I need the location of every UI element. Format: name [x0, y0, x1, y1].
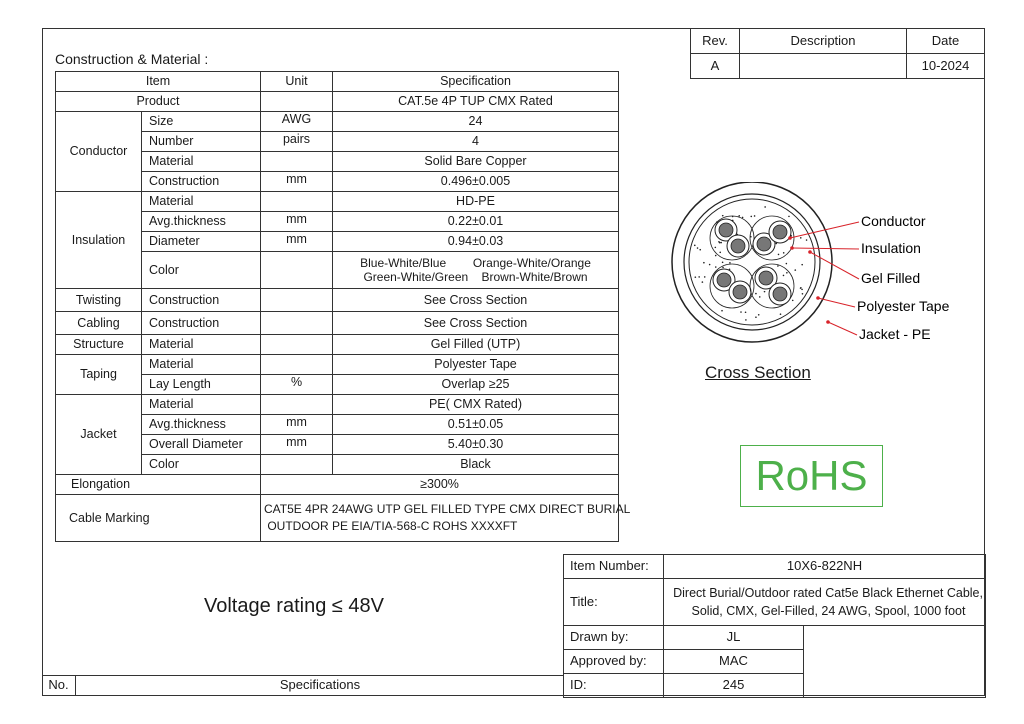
row-item: Overall Diameter: [142, 435, 261, 455]
title-value: [664, 579, 986, 626]
product-value: CAT.5e 4P TUP CMX Rated: [333, 92, 619, 112]
gel-dot: [801, 264, 803, 266]
gel-dot: [755, 293, 757, 295]
row-item: Construction: [142, 312, 261, 335]
row-unit: %: [261, 375, 333, 395]
row-item: Construction: [142, 289, 261, 312]
conductor-callout: Conductor: [861, 213, 926, 229]
gel-dot: [695, 276, 697, 278]
structure-label: Structure: [56, 335, 142, 355]
row-unit: mm: [261, 212, 333, 232]
gel-dot: [794, 269, 796, 271]
gel-dot: [754, 215, 756, 217]
wire-conductor: [717, 273, 731, 287]
row-unit: mm: [261, 232, 333, 252]
date-value: 10-2024: [907, 54, 985, 79]
row-spec: HD-PE: [333, 192, 619, 212]
wire-conductor: [773, 287, 787, 301]
gel-dot: [699, 249, 701, 251]
row-unit: [261, 455, 333, 475]
table-row: [56, 312, 619, 335]
row-unit: mm: [261, 172, 333, 192]
gel-dot: [750, 216, 752, 218]
table-row: [56, 355, 619, 375]
twisting-label: Twisting: [56, 289, 142, 312]
rev-header: Rev.: [691, 29, 740, 54]
row-spec: 0.496±0.005: [333, 172, 619, 192]
cabling-label: Cabling: [56, 312, 142, 335]
gel-dot: [758, 314, 760, 316]
row-unit: [261, 312, 333, 335]
footer-specifications: Specifications: [279, 677, 361, 692]
gel-dot: [703, 262, 705, 264]
table-row: [56, 475, 619, 495]
row-unit: [261, 192, 333, 212]
callout-tip: [788, 236, 792, 240]
elongation-value: ≥300%: [261, 475, 619, 495]
row-spec: 0.94±0.03: [333, 232, 619, 252]
row-spec: 0.22±0.01: [333, 212, 619, 232]
row-spec: Black: [333, 455, 619, 475]
cross-section-title: Cross Section: [705, 363, 811, 382]
row-unit: [261, 289, 333, 312]
gel-dot: [738, 215, 740, 217]
title-line-1: Direct Burial/Outdoor rated Cat5e Black Ethernet Cable,: [673, 586, 983, 600]
gel-dot: [783, 275, 785, 277]
gel-dot: [709, 264, 711, 266]
unit-header: Unit: [261, 72, 333, 92]
row-spec: 5.40±0.30: [333, 435, 619, 455]
insulation-callout: Insulation: [861, 240, 921, 256]
elongation-label: Elongation: [56, 475, 261, 495]
wire-conductor: [773, 225, 787, 239]
row-item: Avg.thickness: [142, 415, 261, 435]
gel-dot: [722, 215, 724, 217]
row-unit: mm: [261, 435, 333, 455]
gel-dot: [702, 281, 704, 283]
row-spec: 0.51±0.05: [333, 415, 619, 435]
jacket-pe-callout: Jacket - PE: [859, 326, 931, 342]
marking-line-1: CAT5E 4PR 24AWG UTP GEL FILLED TYPE CMX DIRECT BURIAL: [264, 502, 631, 516]
product-unit: [261, 92, 333, 112]
table-row: [56, 289, 619, 312]
row-unit: pairs: [261, 132, 333, 152]
wire-conductor: [731, 239, 745, 253]
row-spec: Polyester Tape: [333, 355, 619, 375]
gel-dot: [745, 319, 747, 321]
rohs-logo: RoHS: [740, 445, 883, 507]
color-line-2: Green-White/Green Brown-White/Brown: [363, 270, 588, 284]
table-row: [56, 335, 619, 355]
row-item: Avg.thickness: [142, 212, 261, 232]
construction-title: Construction & Material :: [55, 51, 209, 67]
row-item: Material: [142, 355, 261, 375]
gel-dot: [740, 311, 742, 313]
voltage-rating: Voltage rating ≤ 48V: [204, 595, 384, 617]
taping-label: Taping: [56, 355, 142, 395]
callout-line: [818, 298, 855, 307]
row-unit: mm: [261, 415, 333, 435]
row-spec: Overlap ≥25: [333, 375, 619, 395]
cable-drawing: [672, 182, 832, 342]
wire-conductor: [759, 271, 773, 285]
gel-dot: [694, 245, 696, 247]
gel-dot: [722, 261, 724, 263]
cable-marking-label: Cable Marking: [56, 495, 261, 542]
gel-dot: [777, 265, 779, 267]
row-spec: 24: [333, 112, 619, 132]
cross-section-diagram: [660, 182, 960, 362]
gel-dot: [783, 252, 785, 254]
gel-dot: [745, 311, 747, 313]
gel-dot: [697, 247, 699, 249]
gel-dot: [788, 216, 790, 218]
row-item: Number: [142, 132, 261, 152]
gel-dot: [802, 293, 804, 295]
polyester-tape-callout: Polyester Tape: [857, 298, 950, 314]
row-item: Construction: [142, 172, 261, 192]
gel-dot: [698, 276, 700, 278]
gel-dot: [721, 310, 723, 312]
callout-tip: [790, 246, 794, 250]
approved-by-label: Approved by:: [564, 650, 664, 674]
table-row: [56, 92, 619, 112]
row-unit: [261, 355, 333, 375]
gel-dot: [786, 263, 788, 265]
footer-no: No.: [42, 675, 76, 696]
row-item: Material: [142, 192, 261, 212]
callout-tip: [826, 320, 830, 324]
gel-dot: [722, 267, 724, 269]
row-unit: [261, 395, 333, 415]
gel-dot: [719, 252, 721, 254]
table-row: [56, 495, 619, 542]
gel-dot: [759, 296, 761, 298]
row-unit: AWG: [261, 112, 333, 132]
cable-marking-value: [261, 495, 631, 542]
row-item: Material: [142, 395, 261, 415]
empty-cell: [804, 626, 986, 698]
row-spec: Solid Bare Copper: [333, 152, 619, 172]
gel-dot: [801, 289, 803, 291]
row-unit: [261, 252, 333, 289]
title-line-2: Solid, CMX, Gel-Filled, 24 AWG, Spool, 1000 foot: [691, 604, 966, 618]
drawn-by-value: JL: [664, 626, 804, 650]
row-spec: PE( CMX Rated): [333, 395, 619, 415]
row-spec: Gel Filled (UTP): [333, 335, 619, 355]
gel-dot: [806, 239, 808, 241]
gel-dot: [764, 206, 766, 208]
wire-conductor: [757, 237, 771, 251]
gel-dot: [800, 237, 802, 239]
callout-line: [828, 322, 857, 335]
gel-dot: [742, 217, 744, 219]
product-label: Product: [56, 92, 261, 112]
wire-conductor: [733, 285, 747, 299]
gel-dot: [786, 272, 788, 274]
approved-by-value: MAC: [664, 650, 804, 674]
gel-filled-callout: Gel Filled: [861, 270, 921, 286]
row-item: Size: [142, 112, 261, 132]
gel-dot: [720, 242, 722, 244]
gel-dot: [729, 262, 731, 264]
jacket-label: Jacket: [56, 395, 142, 475]
title-label: Title:: [564, 579, 664, 626]
callout-tip: [808, 250, 812, 254]
row-spec: 4: [333, 132, 619, 152]
title-block: [563, 554, 986, 698]
wire-conductor: [719, 223, 733, 237]
marking-line-2: OUTDOOR PE EIA/TIA-568-C ROHS XXXXFT: [264, 519, 518, 533]
gel-dot: [800, 287, 802, 289]
gel-dot: [764, 291, 766, 293]
gel-dot: [778, 254, 780, 256]
row-item: Color: [142, 455, 261, 475]
id-label: ID:: [564, 674, 664, 698]
gel-dot: [704, 276, 706, 278]
date-header: Date: [907, 29, 985, 54]
tape-layer: [689, 199, 815, 325]
insulation-colors: [333, 252, 619, 289]
gel-dot: [715, 255, 717, 257]
color-line-1: Blue-White/Blue Orange-White/Orange: [360, 256, 591, 270]
drawn-by-label: Drawn by:: [564, 626, 664, 650]
id-value: 245: [664, 674, 804, 698]
gel-dot: [715, 247, 717, 249]
row-item: Diameter: [142, 232, 261, 252]
table-row: [56, 395, 619, 415]
callout-tip: [816, 296, 820, 300]
specification-header: Specification: [333, 72, 619, 92]
row-spec: See Cross Section: [333, 289, 619, 312]
item-number-value: 10X6-822NH: [664, 555, 986, 579]
gel-dot: [792, 300, 794, 302]
spec-table: [55, 71, 631, 542]
row-unit: [261, 152, 333, 172]
item-number-label: Item Number:: [564, 555, 664, 579]
conductor-label: Conductor: [56, 112, 142, 192]
row-item: Color: [142, 252, 261, 289]
item-header: Item: [56, 72, 261, 92]
gel-dot: [715, 266, 717, 268]
row-item: Material: [142, 335, 261, 355]
row-item: Material: [142, 152, 261, 172]
description-header: Description: [740, 29, 907, 54]
row-item: Lay Length: [142, 375, 261, 395]
table-row: [56, 192, 619, 212]
rev-value: A: [691, 54, 740, 79]
row-spec: See Cross Section: [333, 312, 619, 335]
revision-table: [690, 28, 985, 79]
gel-dot: [755, 316, 757, 318]
table-row: [56, 112, 619, 132]
insulation-label: Insulation: [56, 192, 142, 289]
description-value: [740, 54, 907, 79]
gel-dot: [718, 241, 720, 243]
row-unit: [261, 335, 333, 355]
gel-dot: [780, 313, 782, 315]
